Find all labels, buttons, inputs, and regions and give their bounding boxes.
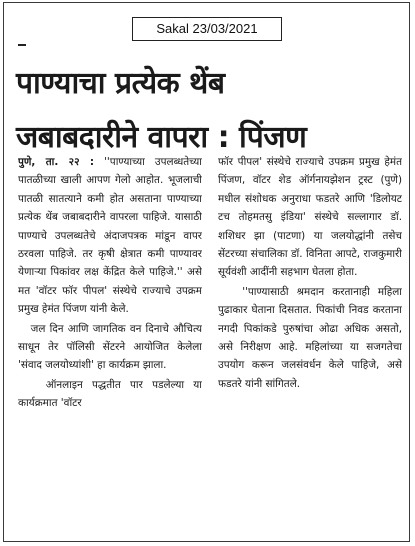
headline-line-2: जबाबदारीने वापरा : पिंजण <box>16 120 307 155</box>
dateline: पुणे, ता. २२ : <box>18 156 95 168</box>
paragraph-text: ऑनलाइन पद्धतीत पार पडलेल्या या कार्यक्रमात 'वॉटर <box>18 378 202 410</box>
article-paragraph <box>218 283 402 393</box>
paragraph-text: जल दिन आणि जागतिक वन दिनाचे औचित्य साधून तेर पॉलिसी सेंटरने आयोजित केलेला 'संवाद जलयोध्यांशी' हा कार्यक्रम झाला. <box>18 322 202 372</box>
paragraph-text: फॉर पीपल' संस्थेचे राज्याचे उपक्रम प्रमुख हेमंत पिंजण, वॉटर शेड ऑर्गनायझेशन ट्रस्ट (पुणे) मधील संशोधक अनुराधा फडतरे आणि 'डिलोयट टच तोहमतसु इंडिया' संस्थेचे सल्लागार डॉ. शशिधर झा (पाटणा) या जलयोद्धांनी तसेच सेंटरच्या संचालिका डॉ. विनिता आपटे, राजकुमारी सूर्यवंशी आदींनी सहभाग घेतला होता. <box>218 156 402 279</box>
article-column-2 <box>218 153 402 538</box>
article-body <box>18 153 402 538</box>
source-label: Sakal 23/03/2021 <box>132 17 282 41</box>
divider <box>18 44 26 46</box>
article-paragraph <box>18 376 202 413</box>
article-headline <box>16 57 406 165</box>
paragraph-text: ''पाण्यासाठी श्रमदान करतानाही महिला पुढाकार घेताना दिसतात. पिकांची निवड करताना नगदी पिकांकडे पुरुषांचा ओढा अधिक असतो, असे निरीक्षण आहे. महिलांच्या या सजगतेचा उपयोग करून जलसंवर्धन केले पाहिजे, असे फडतरे यांनी सांगितले. <box>218 285 402 390</box>
article-paragraph <box>218 153 402 282</box>
article-column-1 <box>18 153 202 538</box>
paragraph-text: ''पाण्याच्या उपलब्धतेच्या पातळीच्या खाली आपण गेलो आहोत. भूजलाची पातळी सातत्याने कमी होत असताना पाण्याच्या प्रत्येक थेंब जबाबदारीने वापरला पाहिजे. यासाठी पाण्याचे उपलब्धतेचे अंदाजपत्रक मांडून वापर ठरवला पाहिजे. तर कृषी क्षेत्रात कमी पाण्यावर येणाऱ्या पिकांवर लक्ष केंद्रित केले पाहिजे.'' असे मत 'वॉटर फॉर पीपल' संस्थेचे राज्याचे उपक्रम प्रमुख हेमंत पिंजण यांनी केले. <box>18 156 202 316</box>
article-paragraph <box>18 153 202 319</box>
article-paragraph <box>18 320 202 375</box>
newspaper-clipping <box>3 2 410 542</box>
headline-line-1: पाण्याचा प्रत्येक थेंब <box>16 66 225 101</box>
